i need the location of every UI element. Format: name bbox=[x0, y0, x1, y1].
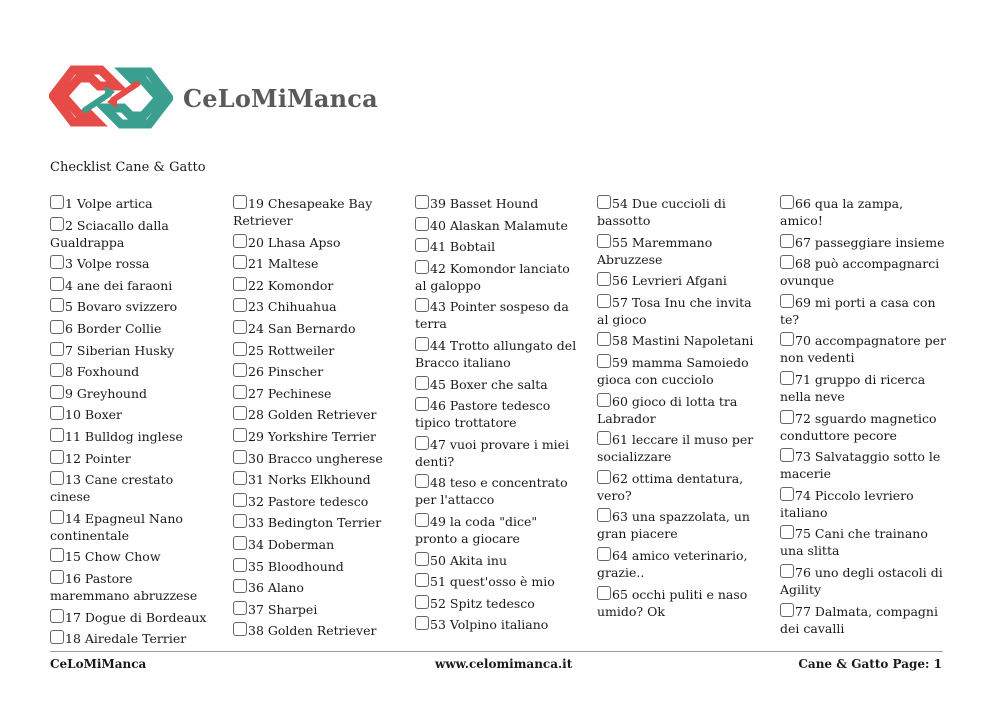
checklist-item-label: 11 Bulldog inglese bbox=[65, 428, 183, 444]
checkbox[interactable] bbox=[415, 595, 429, 609]
checkbox[interactable] bbox=[233, 558, 247, 572]
checklist-item bbox=[780, 410, 948, 444]
checklist-column bbox=[597, 195, 757, 624]
checkbox[interactable] bbox=[50, 471, 64, 485]
checklist-item-label: 34 Doberman bbox=[248, 536, 335, 552]
checklist-item-label: 60 gioco di lotta tra Labrador bbox=[597, 393, 738, 426]
checklist-item-label: 62 ottima dentatura, vero? bbox=[597, 470, 744, 503]
checklist-item-label: 37 Sharpei bbox=[248, 601, 318, 617]
checkbox[interactable] bbox=[415, 513, 429, 527]
checklist-item-label: 57 Tosa Inu che invita al gioco bbox=[597, 294, 752, 327]
checklist-item-label: 77 Dalmata, compagni dei cavalli bbox=[780, 603, 938, 636]
checkbox[interactable] bbox=[415, 238, 429, 252]
checklist-item-label: 25 Rottweiler bbox=[248, 342, 335, 358]
checklist-item bbox=[780, 371, 948, 405]
checklist-item-label: 40 Alaskan Malamute bbox=[430, 217, 568, 233]
checklist-item bbox=[233, 342, 395, 359]
checklist-item-label: 70 accompagnatore per non vedenti bbox=[780, 333, 946, 366]
checklist-item-label: 75 Cani che trainano una slitta bbox=[780, 526, 928, 559]
checklist-item bbox=[50, 363, 210, 380]
checkbox[interactable] bbox=[50, 450, 64, 464]
checklist-item bbox=[50, 548, 210, 565]
checklist-item-label: 3 Volpe rossa bbox=[65, 256, 150, 272]
checklist-item-label: 61 leccare il muso per socializzare bbox=[597, 432, 754, 465]
checklist-item bbox=[233, 298, 395, 315]
checklist-item bbox=[415, 260, 583, 294]
checklist-item bbox=[415, 195, 583, 212]
checklist-item-label: 53 Volpino italiano bbox=[430, 617, 549, 633]
checkbox[interactable] bbox=[415, 260, 429, 274]
checklist-item-label: 71 gruppo di ricerca nella neve bbox=[780, 371, 926, 404]
checkbox[interactable] bbox=[415, 337, 429, 351]
checklist-item-label: 10 Boxer bbox=[65, 407, 123, 423]
checklist-item bbox=[50, 630, 210, 647]
checklist-item bbox=[233, 406, 395, 423]
checklist-item-label: 23 Chihuahua bbox=[248, 299, 337, 315]
checklist-item-label: 22 Komondor bbox=[248, 277, 334, 293]
checkbox[interactable] bbox=[233, 579, 247, 593]
checklist-item-label: 36 Alano bbox=[248, 580, 304, 596]
checkbox[interactable] bbox=[597, 586, 611, 600]
checklist-item-label: 52 Spitz tedesco bbox=[430, 595, 535, 611]
checklist-item-label: 6 Border Collie bbox=[65, 320, 162, 336]
checklist-item bbox=[415, 238, 583, 255]
checklist-item-label: 55 Maremmano Abruzzese bbox=[597, 234, 713, 267]
checkbox[interactable] bbox=[50, 195, 64, 209]
checkbox[interactable] bbox=[597, 508, 611, 522]
checkbox[interactable] bbox=[233, 363, 247, 377]
checklist-item-label: 28 Golden Retriever bbox=[248, 407, 377, 423]
checklist-item-label: 65 occhi puliti e naso umido? Ok bbox=[597, 586, 748, 619]
checklist-item-label: 20 Lhasa Apso bbox=[248, 234, 341, 250]
checkbox[interactable] bbox=[415, 552, 429, 566]
brand-name: CeLoMiManca bbox=[183, 83, 378, 113]
checkbox[interactable] bbox=[50, 298, 64, 312]
checklist-item-label: 32 Pastore tedesco bbox=[248, 493, 369, 509]
checkbox[interactable] bbox=[50, 609, 64, 623]
brand-header bbox=[49, 52, 378, 142]
checkbox[interactable] bbox=[233, 298, 247, 312]
checklist-item-label: 69 mi porti a casa con te? bbox=[780, 294, 936, 327]
checklist-column bbox=[415, 195, 583, 638]
checklist-item bbox=[780, 525, 948, 559]
checkbox[interactable] bbox=[415, 217, 429, 231]
checkbox[interactable] bbox=[597, 272, 611, 286]
checkbox[interactable] bbox=[50, 385, 64, 399]
checklist-item-label: 42 Komondor lanciato al galoppo bbox=[415, 260, 570, 293]
checklist-item-label: 72 sguardo magnetico conduttore pecore bbox=[780, 410, 937, 443]
checklist-item-label: 30 Bracco ungherese bbox=[248, 450, 383, 466]
checkbox[interactable] bbox=[780, 234, 794, 248]
checklist-item-label: 13 Cane crestato cinese bbox=[50, 472, 174, 505]
checklist-item-label: 15 Chow Chow bbox=[65, 549, 161, 565]
checkbox[interactable] bbox=[233, 320, 247, 334]
checklist-item-label: 46 Pastore tedesco tipico trottatore bbox=[415, 398, 551, 431]
checklist-item bbox=[50, 255, 210, 272]
checklist-item bbox=[50, 428, 210, 445]
checklist-item bbox=[50, 320, 210, 337]
checklist-item-label: 73 Salvataggio sotto le macerie bbox=[780, 449, 941, 482]
checklist-item-label: 1 Volpe artica bbox=[65, 196, 153, 211]
checklist-item-label: 12 Pointer bbox=[65, 450, 131, 466]
checklist-item bbox=[233, 493, 395, 510]
checkbox[interactable] bbox=[233, 234, 247, 248]
checklist-item-label: 39 Basset Hound bbox=[430, 196, 539, 211]
checklist-item bbox=[597, 547, 757, 581]
checkbox[interactable] bbox=[415, 573, 429, 587]
checkbox[interactable] bbox=[780, 294, 794, 308]
checklist-item-label: 50 Akita inu bbox=[430, 552, 508, 568]
checklist-item-label: 59 mamma Samoiedo gioca con cucciolo bbox=[597, 354, 749, 387]
checklist-item bbox=[50, 406, 210, 423]
checklist-item-label: 68 può accompagnarci ovunque bbox=[780, 256, 940, 289]
document-title: Checklist Cane & Gatto bbox=[50, 160, 206, 175]
checklist-item bbox=[415, 513, 583, 547]
checklist-item bbox=[780, 448, 948, 482]
checklist-item-label: 24 San Bernardo bbox=[248, 320, 356, 336]
checklist-item-label: 44 Trotto allungato del Bracco italiano bbox=[415, 337, 577, 370]
checklist-item bbox=[597, 508, 757, 542]
checkbox[interactable] bbox=[780, 487, 794, 501]
checkbox[interactable] bbox=[233, 342, 247, 356]
checklist-item-label: 76 uno degli ostacoli di Agility bbox=[780, 564, 943, 597]
checklist-item-label: 58 Mastini Napoletani bbox=[612, 333, 754, 349]
checkbox[interactable] bbox=[50, 320, 64, 334]
checklist-item bbox=[50, 510, 210, 544]
checkbox[interactable] bbox=[233, 493, 247, 507]
checklist-item bbox=[415, 397, 583, 431]
checklist-item bbox=[597, 332, 757, 349]
checklist-item-label: 18 Airedale Terrier bbox=[65, 631, 187, 647]
checkbox[interactable] bbox=[233, 514, 247, 528]
checkbox[interactable] bbox=[780, 371, 794, 385]
checkbox[interactable] bbox=[233, 450, 247, 464]
checklist-item bbox=[780, 234, 948, 251]
checklist-item bbox=[50, 277, 210, 294]
checklist-item bbox=[50, 385, 210, 402]
checklist-item-label: 29 Yorkshire Terrier bbox=[248, 428, 377, 444]
checkbox[interactable] bbox=[233, 622, 247, 636]
checklist-item-label: 56 Levrieri Afgani bbox=[612, 273, 727, 289]
checklist-item-label: 41 Bobtail bbox=[430, 239, 496, 255]
checkbox[interactable] bbox=[415, 474, 429, 488]
checklist-item bbox=[233, 428, 395, 445]
checkbox[interactable] bbox=[780, 564, 794, 578]
checkbox[interactable] bbox=[597, 234, 611, 248]
checklist-item-label: 19 Chesapeake Bay Retriever bbox=[233, 196, 373, 228]
checklist-item bbox=[415, 573, 583, 590]
checkbox[interactable] bbox=[597, 393, 611, 407]
checklist-item bbox=[233, 385, 395, 402]
checkbox[interactable] bbox=[50, 342, 64, 356]
checklist-item bbox=[597, 431, 757, 465]
checklist-item bbox=[597, 195, 757, 229]
checkbox[interactable] bbox=[415, 436, 429, 450]
checklist-item-label: 43 Pointer sospeso da terra bbox=[415, 299, 569, 332]
checklist-item bbox=[415, 595, 583, 612]
checkbox[interactable] bbox=[780, 410, 794, 424]
checklist-item bbox=[415, 474, 583, 508]
checklist-item bbox=[415, 376, 583, 393]
checklist-item bbox=[233, 234, 395, 251]
checklist-item bbox=[415, 436, 583, 470]
checkbox[interactable] bbox=[233, 536, 247, 550]
checkbox[interactable] bbox=[597, 470, 611, 484]
footer-divider bbox=[50, 651, 943, 652]
checkbox[interactable] bbox=[233, 406, 247, 420]
checkbox[interactable] bbox=[597, 354, 611, 368]
checklist-item bbox=[233, 622, 395, 639]
checkbox[interactable] bbox=[780, 255, 794, 269]
checklist-item bbox=[597, 393, 757, 427]
checklist-item-label: 17 Dogue di Bordeaux bbox=[65, 609, 207, 625]
checkbox[interactable] bbox=[415, 376, 429, 390]
checklist-item bbox=[50, 217, 210, 251]
checklist-item bbox=[50, 450, 210, 467]
checklist-item bbox=[597, 294, 757, 328]
checklist-item bbox=[780, 487, 948, 521]
checkbox[interactable] bbox=[233, 277, 247, 291]
checkbox[interactable] bbox=[50, 217, 64, 231]
checklist-item-label: 27 Pechinese bbox=[248, 385, 332, 401]
checklist-item-label: 67 passeggiare insieme bbox=[795, 234, 945, 250]
checklist-item bbox=[233, 514, 395, 531]
checklist-item-label: 7 Siberian Husky bbox=[65, 342, 175, 358]
checklist-item-label: 74 Piccolo levriero italiano bbox=[780, 487, 914, 520]
checkbox[interactable] bbox=[597, 547, 611, 561]
checkbox[interactable] bbox=[780, 603, 794, 617]
checklist-item bbox=[233, 277, 395, 294]
checkbox[interactable] bbox=[50, 428, 64, 442]
checkbox[interactable] bbox=[780, 332, 794, 346]
checkbox[interactable] bbox=[780, 448, 794, 462]
checklist-item bbox=[233, 255, 395, 272]
checklist-item bbox=[233, 471, 395, 488]
checkbox[interactable] bbox=[233, 195, 247, 209]
checklist-item-label: 48 teso e concentrato per l'attacco bbox=[415, 475, 568, 508]
checklist-item bbox=[50, 570, 210, 604]
checklist-item bbox=[415, 217, 583, 234]
checkbox[interactable] bbox=[50, 630, 64, 644]
checkbox[interactable] bbox=[50, 570, 64, 584]
checklist-item bbox=[233, 450, 395, 467]
checkbox[interactable] bbox=[597, 431, 611, 445]
checklist-item-label: 35 Bloodhound bbox=[248, 558, 344, 574]
checklist-item-label: 54 Due cuccioli di bassotto bbox=[597, 196, 726, 228]
checklist-item bbox=[415, 298, 583, 332]
checklist-item-label: 2 Sciacallo dalla Gualdrappa bbox=[50, 217, 169, 250]
checklist-item-label: 45 Boxer che salta bbox=[430, 376, 548, 392]
checklist-item bbox=[50, 298, 210, 315]
checklist-item-label: 14 Epagneul Nano continentale bbox=[50, 510, 183, 543]
checkbox[interactable] bbox=[50, 277, 64, 291]
checklist-item bbox=[233, 536, 395, 553]
footer-brand: CeLoMiManca bbox=[50, 657, 147, 671]
checkbox[interactable] bbox=[415, 397, 429, 411]
checklist-item bbox=[50, 609, 210, 626]
checkbox[interactable] bbox=[50, 363, 64, 377]
checklist-item-label: 66 qua la zampa, amico! bbox=[780, 196, 904, 228]
checkbox[interactable] bbox=[415, 298, 429, 312]
checklist-column bbox=[50, 195, 210, 652]
checklist-item bbox=[50, 471, 210, 505]
checklist-item-label: 33 Bedington Terrier bbox=[248, 515, 382, 531]
checklist-column bbox=[233, 195, 395, 644]
checklist-item-label: 64 amico veterinario, grazie.. bbox=[597, 547, 748, 580]
checklist-item-label: 51 quest'osso è mio bbox=[430, 574, 555, 590]
checkbox[interactable] bbox=[597, 332, 611, 346]
checkbox[interactable] bbox=[233, 255, 247, 269]
checkbox[interactable] bbox=[233, 385, 247, 399]
checkbox[interactable] bbox=[780, 525, 794, 539]
checklist-item-label: 49 la coda "dice" pronto a giocare bbox=[415, 513, 538, 546]
checklist-item bbox=[780, 603, 948, 637]
checklist-item bbox=[415, 616, 583, 633]
checklist-item bbox=[50, 342, 210, 359]
checklist-item-label: 38 Golden Retriever bbox=[248, 623, 377, 639]
checkbox[interactable] bbox=[415, 616, 429, 630]
checkbox[interactable] bbox=[233, 601, 247, 615]
checkbox[interactable] bbox=[50, 406, 64, 420]
checklist-item-label: 47 vuoi provare i miei denti? bbox=[415, 436, 570, 469]
checklist-item bbox=[233, 579, 395, 596]
checkbox[interactable] bbox=[597, 195, 611, 209]
checklist-item-label: 26 Pinscher bbox=[248, 364, 324, 380]
checklist-item bbox=[780, 564, 948, 598]
celomimanca-logo-icon bbox=[49, 52, 173, 142]
checklist-column bbox=[780, 195, 948, 641]
checklist-item bbox=[233, 320, 395, 337]
checklist-item bbox=[233, 601, 395, 618]
checklist-item-label: 21 Maltese bbox=[248, 256, 319, 272]
checklist-item bbox=[50, 195, 210, 212]
checklist-item-label: 4 ane dei faraoni bbox=[65, 277, 173, 293]
checklist-item bbox=[233, 363, 395, 380]
checklist-item bbox=[780, 294, 948, 328]
checklist-item bbox=[597, 234, 757, 268]
checkbox[interactable] bbox=[597, 294, 611, 308]
checkbox[interactable] bbox=[233, 428, 247, 442]
checkbox[interactable] bbox=[233, 471, 247, 485]
checklist-item bbox=[415, 337, 583, 371]
checklist-item bbox=[780, 332, 948, 366]
checklist-item bbox=[415, 552, 583, 569]
checklist-item bbox=[780, 195, 948, 229]
checklist-item-label: 63 una spazzolata, un gran piacere bbox=[597, 509, 750, 542]
footer-page-label: Cane & Gatto Page: 1 bbox=[798, 657, 942, 671]
checkbox[interactable] bbox=[50, 510, 64, 524]
checkbox[interactable] bbox=[415, 195, 429, 209]
checklist-item bbox=[597, 586, 757, 620]
checkbox[interactable] bbox=[780, 195, 794, 209]
checklist-item-label: 5 Bovaro svizzero bbox=[65, 299, 178, 315]
checkbox[interactable] bbox=[50, 548, 64, 562]
footer-website-link[interactable]: www.celomimanca.it bbox=[435, 657, 573, 671]
checklist-item-label: 9 Greyhound bbox=[65, 385, 148, 401]
checklist-item-label: 8 Foxhound bbox=[65, 364, 140, 380]
checklist-item bbox=[597, 354, 757, 388]
checklist-item bbox=[780, 255, 948, 289]
checklist-item bbox=[233, 195, 395, 229]
checklist-item bbox=[233, 558, 395, 575]
checklist-item-label: 16 Pastore maremmano abruzzese bbox=[50, 570, 198, 603]
checklist-item-label: 31 Norks Elkhound bbox=[248, 472, 371, 488]
checklist-item bbox=[597, 470, 757, 504]
checklist-item bbox=[597, 272, 757, 289]
checkbox[interactable] bbox=[50, 255, 64, 269]
